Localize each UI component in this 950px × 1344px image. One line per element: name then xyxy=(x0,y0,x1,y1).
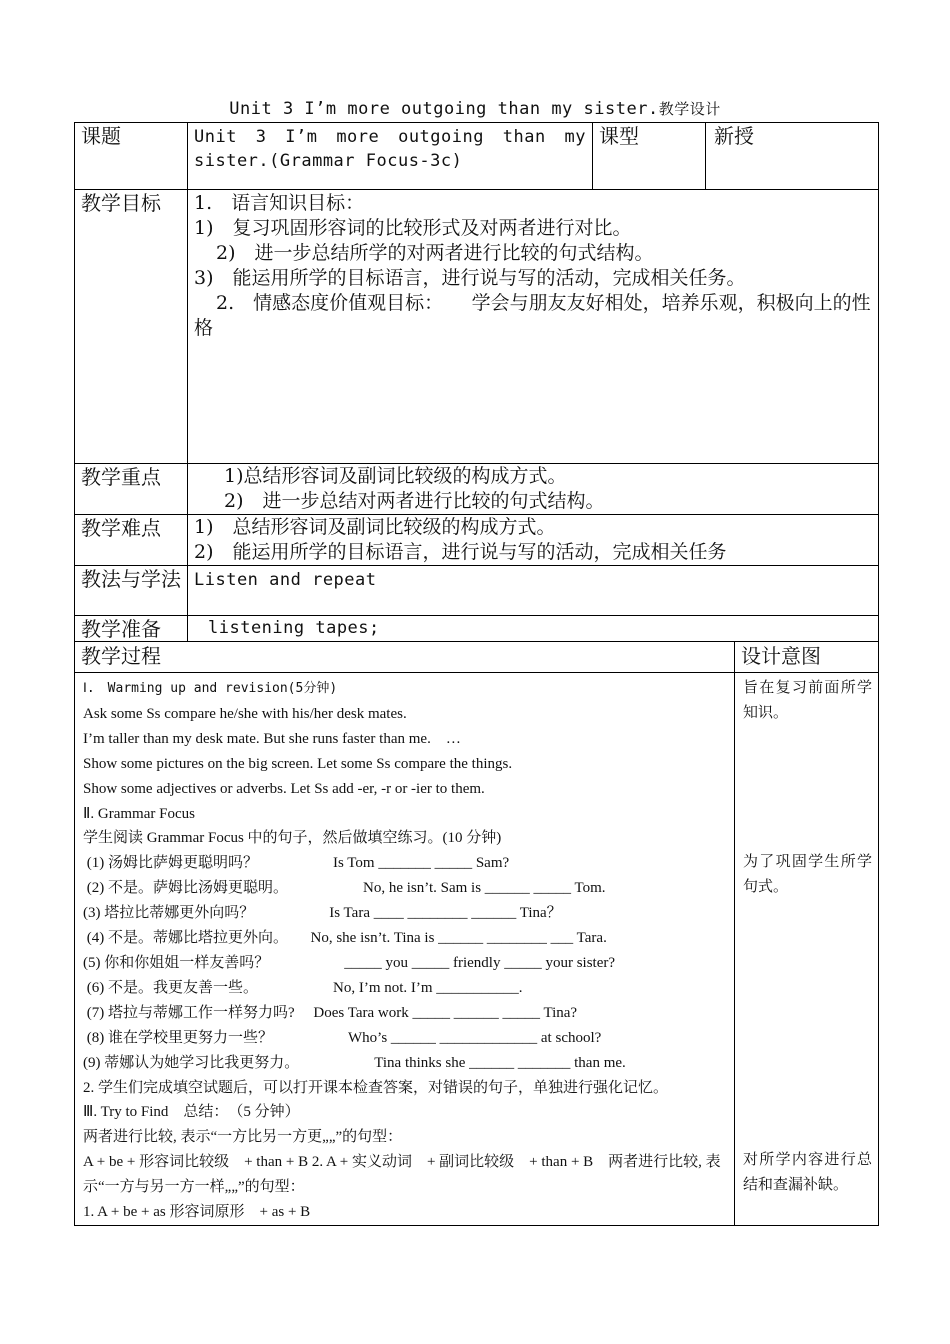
process-line: I’m taller than my desk mate. But she runs faster than me. … xyxy=(83,730,461,747)
difficulty-line: 1) 总结形容词及副词比较级的构成方式。 xyxy=(194,516,556,538)
preparation-value: listening tapes; xyxy=(188,616,879,642)
process-line: (8) 谁在学校里更努力一些？ Who’s ______ _____________ at school? xyxy=(83,1029,602,1046)
page-title-en: Unit 3 I’m more outgoing than my sister. xyxy=(229,99,659,119)
objective-line: 1) 复习巩固形容词的比较形式及对两者进行对比。 xyxy=(194,217,632,239)
objective-line: 1. 语言知识目标： xyxy=(194,192,365,214)
intent-label: 设计意图 xyxy=(735,642,879,673)
objective-line: 2. 情感态度价值观目标： 学会与朋友友好相处，培养乐观，积极向上的性格 xyxy=(194,292,871,339)
lesson-plan-table xyxy=(74,122,879,1226)
intent-content xyxy=(735,673,879,1226)
intent-note: 旨在复习前面所学知识。 xyxy=(743,678,872,721)
process-line: 学生阅读 Grammar Focus 中的句子，然后做填空练习。(10 分钟) xyxy=(83,830,502,847)
page-title xyxy=(0,98,950,119)
process-line xyxy=(83,676,730,702)
difficulties-label: 教学难点 xyxy=(75,515,188,566)
key-points-label: 教学重点 xyxy=(75,464,188,515)
process-line: Ⅲ. Try to Find 总结： （5 分钟） xyxy=(83,1104,300,1121)
process-label: 教学过程 xyxy=(75,642,735,673)
process-content xyxy=(75,673,735,1226)
process-line: Show some pictures on the big screen. Let some Ss compare the things. xyxy=(83,755,513,772)
process-line: (4) 不是。蒂娜比塔拉更外向。 No, she isn’t. Tina is ______ ________ ___ Tara. xyxy=(83,930,607,947)
process-line: (5) 你和你姐姐一样友善吗？ _____ you _____ friendly _____ your sister? xyxy=(83,954,616,971)
difficulty-line: 2) 能运用所学的目标语言，进行说与写的活动，完成相关任务 xyxy=(194,541,727,563)
process-line: (1) 汤姆比萨姆更聪明吗？ Is Tom _______ _____ Sam? xyxy=(83,855,510,872)
intent-note: 对所学内容进行总结和查漏补缺。 xyxy=(743,1150,872,1193)
type-value: 新授 xyxy=(706,123,879,190)
objective-line: 3) 能运用所学的目标语言，进行说与写的活动，完成相关任务。 xyxy=(194,267,746,289)
process-line: (3) 塔拉比蒂娜更外向吗？ Is Tara ____ ________ ______ Tina？ xyxy=(83,905,562,922)
row-difficulties xyxy=(75,515,879,566)
topic-value: Unit 3 I’m more outgoing than my sister.(Grammar Focus-3c) xyxy=(188,123,593,190)
process-line: (7) 塔拉与蒂娜工作一样努力吗? Does Tara work _____ ______ _____ Tina? xyxy=(83,1004,578,1021)
objectives-content xyxy=(188,190,879,464)
page-title-cn: 教学设计 xyxy=(658,100,721,118)
process-line: Ⅱ. Grammar Focus xyxy=(83,805,195,822)
process-line: (2) 不是。萨姆比汤姆更聪明。 No, he isn’t. Sam is ______ _____ Tom. xyxy=(83,880,606,897)
row-objectives xyxy=(75,190,879,464)
row-topic xyxy=(75,123,879,190)
row-key-points xyxy=(75,464,879,515)
intent-note: 为了巩固学生所学句式。 xyxy=(743,852,872,895)
process-line: Show some adjectives or adverbs. Let Ss add -er, -r or -ier to them. xyxy=(83,780,485,797)
key-points-content xyxy=(188,464,879,515)
process-line: 2. 学生们完成填空试题后，可以打开课本检查答案，对错误的句子，单独进行强化记忆。 xyxy=(83,1079,669,1096)
process-line: A + be + 形容词比较级 + than + B 2. A + 实义动词 + 副词比较级 + than + B 两者进行比较, 表示“一方与另一方一样„„”的句型： xyxy=(83,1154,721,1196)
topic-label: 课题 xyxy=(75,123,188,190)
process-line: 1. A + be + as 形容词原形 + as + B xyxy=(83,1204,311,1221)
process-line: Ask some Ss compare he/she with his/her desk mates. xyxy=(83,705,407,722)
row-preparation xyxy=(75,616,879,642)
process-line: (6) 不是。我更友善一些。 No, I’m not. I’m ___________. xyxy=(83,979,523,996)
objective-line: 2) 进一步总结所学的对两者进行比较的句式结构。 xyxy=(216,242,654,264)
preparation-label: 教学准备 xyxy=(75,616,188,642)
methods-label: 教法与学法 xyxy=(75,566,188,616)
process-line: (9) 蒂娜认为她学习比我更努力。 Tina thinks she ______ _______ than me. xyxy=(83,1054,626,1071)
process-line-text: Ⅰ. Warming up and revision(5分钟) xyxy=(83,681,338,696)
row-process-header xyxy=(75,642,879,673)
key-point-line: 2) 进一步总结对两者进行比较的句式结构。 xyxy=(224,490,605,512)
key-point-line: 1)总结形容词及副词比较级的构成方式。 xyxy=(224,465,567,487)
row-methods xyxy=(75,566,879,616)
difficulties-content xyxy=(188,515,879,566)
type-label: 课型 xyxy=(593,123,706,190)
row-process xyxy=(75,673,879,1226)
process-line: 两者进行比较, 表示“一方比另一方更„„”的句型： xyxy=(83,1129,403,1146)
objectives-label: 教学目标 xyxy=(75,190,188,464)
methods-value: Listen and repeat xyxy=(188,566,879,616)
